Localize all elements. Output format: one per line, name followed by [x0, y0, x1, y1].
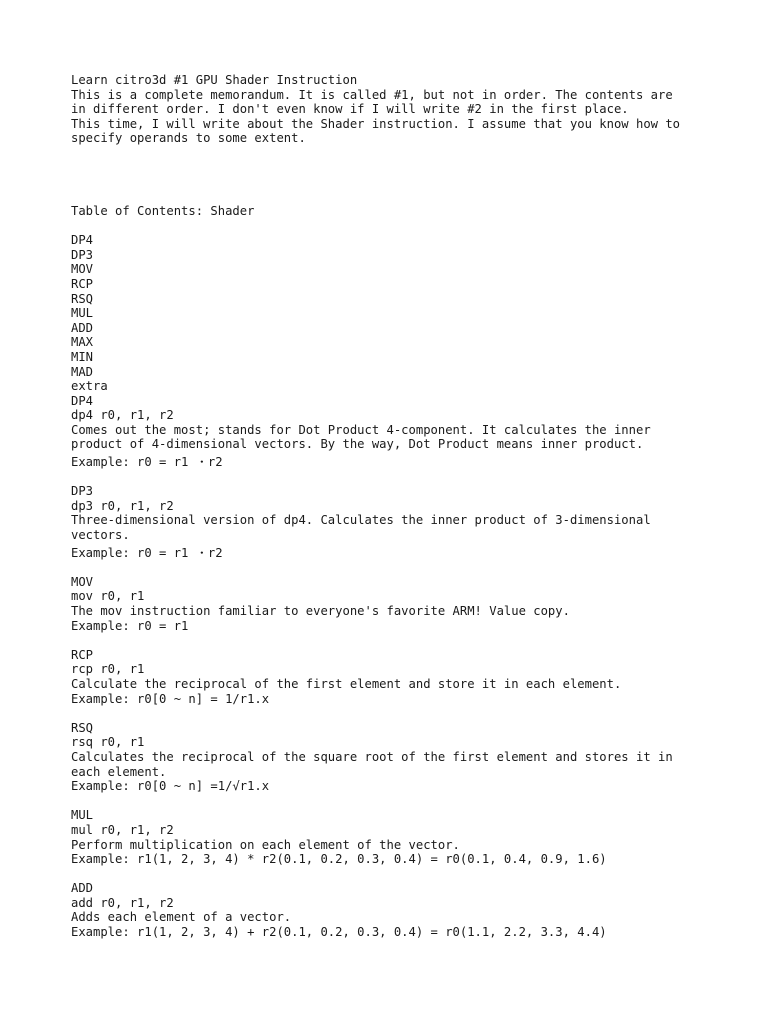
instruction-example: Example: r0[0 ~ n] =1/√r1.x	[71, 779, 270, 794]
intro-line: This is a complete memorandum. It is called #1, but not in order. The contents are	[71, 87, 673, 102]
instruction-example: Example: r1(1, 2, 3, 4) * r2(0.1, 0.2, 0.3, 0.4) = r0(0.1, 0.4, 0.9, 1.6)	[71, 852, 607, 867]
instruction-description: Three-dimensional version of dp4. Calculates the inner product of 3-dimensional	[71, 513, 651, 528]
instruction-description: vectors.	[71, 528, 130, 543]
instruction-example: Example: r0 = r1	[71, 618, 189, 633]
instruction-syntax: rsq r0, r1	[71, 735, 145, 750]
spacer	[71, 867, 731, 882]
instruction-description: product of 4-dimensional vectors. By the way, Dot Product means inner product.	[71, 437, 644, 452]
intro-line: specify operands to some extent.	[71, 131, 306, 146]
toc-item-mov: MOV	[71, 262, 94, 277]
spacer	[71, 175, 731, 204]
section-heading: MUL	[71, 808, 94, 823]
toc-item-rcp: RCP	[71, 276, 94, 291]
instruction-description: Comes out the most; stands for Dot Product 4-component. It calculates the inner	[71, 422, 651, 437]
spacer	[71, 706, 731, 721]
spacer	[71, 633, 731, 648]
document-page	[71, 73, 731, 940]
toc-list	[71, 233, 731, 394]
instruction-example: Example: r0 = r1 ・r2	[71, 455, 223, 470]
instruction-syntax: rcp r0, r1	[71, 662, 145, 677]
instruction-description: each element.	[71, 764, 167, 779]
instruction-example: Example: r0 = r1 ・r2	[71, 545, 223, 560]
section-heading: MOV	[71, 574, 94, 589]
instruction-syntax: dp3 r0, r1, r2	[71, 498, 174, 513]
toc-item-mad: MAD	[71, 364, 94, 379]
spacer	[71, 470, 731, 485]
toc-item-dp4: DP4	[71, 233, 94, 248]
toc-item-extra: extra	[71, 379, 108, 394]
instruction-description: Perform multiplication on each element of the vector.	[71, 837, 460, 852]
section-heading: RSQ	[71, 720, 94, 735]
section-dp4	[71, 394, 731, 470]
spacer	[71, 560, 731, 575]
instruction-syntax: mul r0, r1, r2	[71, 822, 174, 837]
instruction-syntax: mov r0, r1	[71, 589, 145, 604]
section-heading: RCP	[71, 647, 94, 662]
toc-item-dp3: DP3	[71, 247, 94, 262]
spacer	[71, 794, 731, 809]
instruction-description: The mov instruction familiar to everyone's favorite ARM! Value copy.	[71, 604, 570, 618]
section-mul	[71, 808, 731, 866]
instruction-description: Calculate the reciprocal of the first element and store it in each element.	[71, 676, 622, 691]
toc-item-min: MIN	[71, 349, 94, 364]
spacer	[71, 219, 731, 234]
instruction-example: Example: r0[0 ~ n] = 1/r1.x	[71, 691, 270, 706]
instruction-syntax: add r0, r1, r2	[71, 895, 174, 910]
intro-line: This time, I will write about the Shader instruction. I assume that you know how to	[71, 116, 681, 131]
section-rcp	[71, 648, 731, 706]
section-rsq	[71, 721, 731, 794]
section-heading: ADD	[71, 881, 94, 896]
toc-item-max: MAX	[71, 335, 94, 350]
toc-heading: Table of Contents: Shader	[71, 203, 255, 218]
instruction-description: Calculates the reciprocal of the square root of the first element and stores it in	[71, 749, 673, 764]
toc-item-rsq: RSQ	[71, 291, 94, 306]
section-heading: DP3	[71, 484, 94, 499]
document-title: Learn citro3d #1 GPU Shader Instruction	[71, 73, 358, 87]
section-heading: DP4	[71, 393, 94, 408]
spacer	[71, 146, 731, 175]
instruction-example: Example: r1(1, 2, 3, 4) + r2(0.1, 0.2, 0.3, 0.4) = r0(1.1, 2.2, 3.3, 4.4)	[71, 925, 607, 940]
instruction-syntax: dp4 r0, r1, r2	[71, 408, 174, 423]
toc-item-mul: MUL	[71, 306, 94, 321]
section-add	[71, 881, 731, 939]
toc-item-add: ADD	[71, 320, 94, 335]
section-mov	[71, 575, 731, 633]
instruction-description: Adds each element of a vector.	[71, 910, 292, 925]
intro-line: in different order. I don't even know if I will write #2 in the first place.	[71, 102, 629, 117]
section-dp3	[71, 484, 731, 560]
